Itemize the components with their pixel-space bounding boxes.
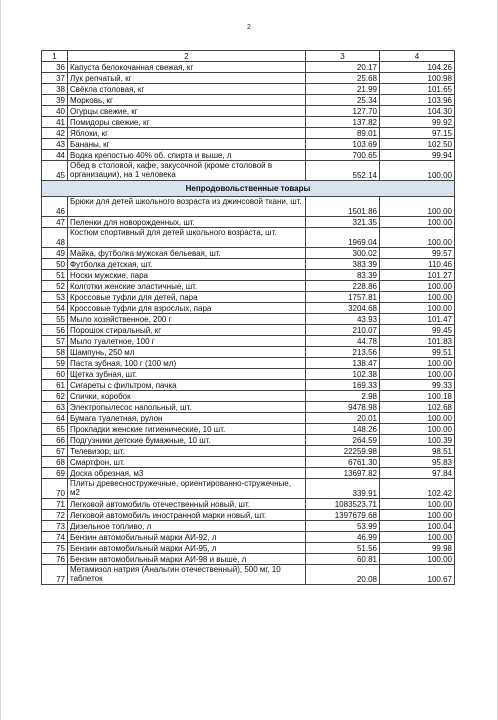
- price-value: 20.08: [306, 565, 380, 585]
- table-row: [42, 150, 455, 161]
- index-value: 99.33: [380, 380, 455, 391]
- index-value: 99.51: [380, 347, 455, 358]
- index-value: 100.98: [380, 73, 455, 84]
- price-value: 169.33: [306, 380, 380, 391]
- row-number: 71: [42, 499, 68, 510]
- index-value: 100.00: [380, 358, 455, 369]
- item-name: Электропылесос напольный, шт.: [68, 402, 306, 413]
- index-value: 101.27: [380, 270, 455, 281]
- index-value: 102.50: [380, 139, 455, 150]
- price-value: 13697.82: [306, 468, 380, 479]
- price-value: 21.99: [306, 84, 380, 95]
- row-number: 58: [42, 347, 68, 358]
- table-row: [42, 314, 455, 325]
- table-row: [42, 554, 455, 565]
- table-row: [42, 84, 455, 95]
- item-name: Смартфон, шт.: [68, 457, 306, 468]
- item-name: Костюм спортивный для детей школьного возраста, шт.: [68, 228, 306, 248]
- item-name: Морковь, кг: [68, 95, 306, 106]
- row-number: 42: [42, 128, 68, 139]
- price-value: 103.69: [306, 139, 380, 150]
- table-row: [42, 106, 455, 117]
- item-name: Свёкла столовая, кг: [68, 84, 306, 95]
- item-name: Плиты древесностружечные, ориентированно-стружечные, м2: [68, 479, 306, 499]
- row-number: 61: [42, 380, 68, 391]
- price-value: 1397679.68: [306, 510, 380, 521]
- page-number: 2: [247, 24, 251, 31]
- index-value: 102.42: [380, 479, 455, 499]
- price-value: 51.56: [306, 543, 380, 554]
- row-number: 67: [42, 446, 68, 457]
- row-number: 53: [42, 292, 68, 303]
- index-value: 104.26: [380, 62, 455, 73]
- index-value: 99.92: [380, 117, 455, 128]
- index-value: 98.51: [380, 446, 455, 457]
- item-name: Помидоры свежие, кг: [68, 117, 306, 128]
- table-row: [42, 292, 455, 303]
- index-value: 100.00: [380, 532, 455, 543]
- index-value: 100.18: [380, 391, 455, 402]
- item-name: Телевизор, шт.: [68, 446, 306, 457]
- table-row: [42, 139, 455, 150]
- price-value: 137.82: [306, 117, 380, 128]
- table-row: [42, 303, 455, 314]
- row-number: 73: [42, 521, 68, 532]
- item-name: Носки мужские, пара: [68, 270, 306, 281]
- table-row: [42, 391, 455, 402]
- index-value: 100.00: [380, 217, 455, 228]
- item-name: Бананы, кг: [68, 139, 306, 150]
- price-table: [41, 50, 455, 585]
- row-number: 60: [42, 369, 68, 380]
- item-name: Лук репчатый, кг: [68, 73, 306, 84]
- price-value: 25.34: [306, 95, 380, 106]
- column-header: 1: [42, 51, 68, 62]
- index-value: 100.00: [380, 554, 455, 565]
- index-value: 97.15: [380, 128, 455, 139]
- table-row: [42, 197, 455, 217]
- table-row: [42, 532, 455, 543]
- row-number: 36: [42, 62, 68, 73]
- price-value: 321.35: [306, 217, 380, 228]
- item-name: Паста зубная, 100 г (100 мл): [68, 358, 306, 369]
- price-value: 700.65: [306, 150, 380, 161]
- table-row: [42, 510, 455, 521]
- table-row: [42, 248, 455, 259]
- row-number: 50: [42, 259, 68, 270]
- table-row: [42, 479, 455, 499]
- price-value: 300.02: [306, 248, 380, 259]
- row-number: 57: [42, 336, 68, 347]
- index-value: 100.00: [380, 510, 455, 521]
- table-row: [42, 217, 455, 228]
- row-number: 37: [42, 73, 68, 84]
- index-value: 99.45: [380, 325, 455, 336]
- index-value: 101.65: [380, 84, 455, 95]
- item-name: Метамизол натрия (Анальгин отечественный), 500 мг, 10 таблеток: [68, 565, 306, 585]
- table-row: [42, 228, 455, 248]
- table-row: [42, 73, 455, 84]
- row-number: 43: [42, 139, 68, 150]
- row-number: 63: [42, 402, 68, 413]
- index-value: 103.96: [380, 95, 455, 106]
- item-name: Колготки женские эластичные, шт.: [68, 281, 306, 292]
- table-row: [42, 565, 455, 585]
- nonfood-rows: [42, 197, 455, 585]
- row-number: 39: [42, 95, 68, 106]
- table-row: [42, 499, 455, 510]
- index-value: 100.00: [380, 303, 455, 314]
- table-row: [42, 347, 455, 358]
- price-value: 20.01: [306, 413, 380, 424]
- table-row: [42, 413, 455, 424]
- price-value: 213.56: [306, 347, 380, 358]
- table-row: [42, 457, 455, 468]
- item-name: Спички, коробок: [68, 391, 306, 402]
- price-value: 339.91: [306, 479, 380, 499]
- price-value: 89.01: [306, 128, 380, 139]
- price-value: 383.39: [306, 259, 380, 270]
- price-value: 53.99: [306, 521, 380, 532]
- item-name: Кроссовые туфли для взрослых, пара: [68, 303, 306, 314]
- index-value: 95.83: [380, 457, 455, 468]
- index-value: 100.00: [380, 424, 455, 435]
- table-row: [42, 281, 455, 292]
- item-name: Доска обрезная, м3: [68, 468, 306, 479]
- price-value: 3204.68: [306, 303, 380, 314]
- row-number: 47: [42, 217, 68, 228]
- row-number: 46: [42, 197, 68, 217]
- index-value: 100.00: [380, 281, 455, 292]
- index-value: 100.00: [380, 197, 455, 217]
- item-name: Бензин автомобильный марки АИ-95, л: [68, 543, 306, 554]
- item-name: Огурцы свежие, кг: [68, 106, 306, 117]
- row-number: 41: [42, 117, 68, 128]
- row-number: 55: [42, 314, 68, 325]
- index-value: 100.39: [380, 435, 455, 446]
- column-header: 4: [380, 51, 455, 62]
- row-number: 52: [42, 281, 68, 292]
- price-value: 228.86: [306, 281, 380, 292]
- price-value: 1083523.71: [306, 499, 380, 510]
- item-name: Шампунь, 250 мл: [68, 347, 306, 358]
- price-value: 22259.98: [306, 446, 380, 457]
- table-row: [42, 336, 455, 347]
- item-name: Подгузники детские бумажные, 10 шт.: [68, 435, 306, 446]
- food-rows: [42, 62, 455, 181]
- table-row: [42, 521, 455, 532]
- item-name: Щетка зубная, шт.: [68, 369, 306, 380]
- price-value: 210.07: [306, 325, 380, 336]
- table-row: [42, 95, 455, 106]
- item-name: Легковой автомобиль отечественный новый, шт.: [68, 499, 306, 510]
- table-row: [42, 543, 455, 554]
- row-number: 68: [42, 457, 68, 468]
- row-number: 48: [42, 228, 68, 248]
- price-value: 25.68: [306, 73, 380, 84]
- table-row: [42, 435, 455, 446]
- item-name: Брюки для детей школьного возраста из джинсовой ткани, шт.: [68, 197, 306, 217]
- item-name: Пеленки для новорожденных, шт.: [68, 217, 306, 228]
- column-header: 2: [68, 51, 306, 62]
- row-number: 72: [42, 510, 68, 521]
- price-value: 20.17: [306, 62, 380, 73]
- item-name: Футболка детская, шт.: [68, 259, 306, 270]
- column-header-row: [42, 51, 455, 62]
- row-number: 49: [42, 248, 68, 259]
- row-number: 51: [42, 270, 68, 281]
- index-value: 100.00: [380, 161, 455, 181]
- price-value: 264.59: [306, 435, 380, 446]
- index-value: 99.94: [380, 150, 455, 161]
- index-value: 101.83: [380, 336, 455, 347]
- table-row: [42, 402, 455, 413]
- item-name: Кроссовые туфли для детей, пара: [68, 292, 306, 303]
- section-title: Непродовольственные товары: [42, 181, 455, 197]
- row-number: 38: [42, 84, 68, 95]
- table-row: [42, 161, 455, 181]
- price-value: 6761.30: [306, 457, 380, 468]
- item-name: Бензин автомобильный марки АИ-92, л: [68, 532, 306, 543]
- price-value: 127.70: [306, 106, 380, 117]
- table-row: [42, 369, 455, 380]
- price-value: 552.14: [306, 161, 380, 181]
- row-number: 64: [42, 413, 68, 424]
- table-row: [42, 424, 455, 435]
- item-name: Сигареты с фильтром, пачка: [68, 380, 306, 391]
- index-value: 101.47: [380, 314, 455, 325]
- row-number: 74: [42, 532, 68, 543]
- table-row: [42, 358, 455, 369]
- index-value: 100.04: [380, 521, 455, 532]
- table-row: [42, 259, 455, 270]
- price-value: 138.47: [306, 358, 380, 369]
- row-number: 56: [42, 325, 68, 336]
- column-header: 3: [306, 51, 380, 62]
- item-name: Дизельное топливо, л: [68, 521, 306, 532]
- table-row: [42, 446, 455, 457]
- table-row: [42, 380, 455, 391]
- price-value: 9478.98: [306, 402, 380, 413]
- price-value: 1969.04: [306, 228, 380, 248]
- row-number: 66: [42, 435, 68, 446]
- item-name: Обед в столовой, кафе, закусочной (кроме столовой в организации), на 1 человека: [68, 161, 306, 181]
- index-value: 99.57: [380, 248, 455, 259]
- item-name: Бумага туалетная, рулон: [68, 413, 306, 424]
- price-value: 1501.86: [306, 197, 380, 217]
- index-value: 100.00: [380, 499, 455, 510]
- item-name: Легковой автомобиль иностранной марки новый, шт.: [68, 510, 306, 521]
- price-value: 83.39: [306, 270, 380, 281]
- item-name: Капуста белокочанная свежая, кг: [68, 62, 306, 73]
- price-value: 2.98: [306, 391, 380, 402]
- item-name: Мыло туалетное, 100 г: [68, 336, 306, 347]
- item-name: Майка, футболка мужская бельевая, шт.: [68, 248, 306, 259]
- price-value: 1757.81: [306, 292, 380, 303]
- index-value: 102.68: [380, 402, 455, 413]
- table-row: [42, 128, 455, 139]
- price-value: 44.78: [306, 336, 380, 347]
- row-number: 44: [42, 150, 68, 161]
- row-number: 75: [42, 543, 68, 554]
- section-group: [42, 181, 455, 197]
- item-name: Прокладки женские гигиенические, 10 шт.: [68, 424, 306, 435]
- table-row: [42, 117, 455, 128]
- index-value: 100.00: [380, 228, 455, 248]
- row-number: 76: [42, 554, 68, 565]
- section-header-row: [42, 181, 455, 197]
- index-value: 100.00: [380, 292, 455, 303]
- item-name: Яблоки, кг: [68, 128, 306, 139]
- item-name: Водка крепостью 40% об. спирта и выше, л: [68, 150, 306, 161]
- index-value: 100.67: [380, 565, 455, 585]
- row-number: 62: [42, 391, 68, 402]
- price-value: 46.99: [306, 532, 380, 543]
- row-number: 54: [42, 303, 68, 314]
- index-value: 100.00: [380, 369, 455, 380]
- price-value: 102.38: [306, 369, 380, 380]
- row-number: 40: [42, 106, 68, 117]
- item-name: Порошок стиральный, кг: [68, 325, 306, 336]
- row-number: 69: [42, 468, 68, 479]
- row-number: 77: [42, 565, 68, 585]
- index-value: 97.84: [380, 468, 455, 479]
- table-row: [42, 468, 455, 479]
- table-row: [42, 270, 455, 281]
- row-number: 70: [42, 479, 68, 499]
- item-name: Мыло хозяйственное, 200 г: [68, 314, 306, 325]
- row-number: 65: [42, 424, 68, 435]
- price-value: 43.93: [306, 314, 380, 325]
- index-value: 110.46: [380, 259, 455, 270]
- row-number: 45: [42, 161, 68, 181]
- table-row: [42, 325, 455, 336]
- row-number: 59: [42, 358, 68, 369]
- price-value: 60.81: [306, 554, 380, 565]
- index-value: 104.30: [380, 106, 455, 117]
- index-value: 99.98: [380, 543, 455, 554]
- index-value: 100.00: [380, 413, 455, 424]
- table-row: [42, 62, 455, 73]
- price-value: 148.26: [306, 424, 380, 435]
- item-name: Бензин автомобильный марки АИ-98 и выше, л: [68, 554, 306, 565]
